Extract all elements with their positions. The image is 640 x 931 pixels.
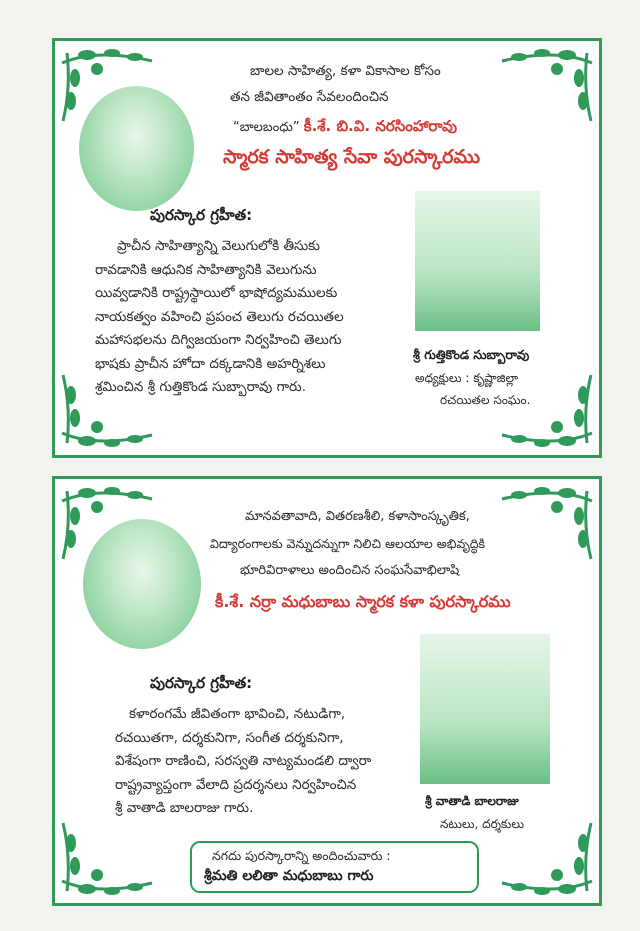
cash-line-2: శ్రీమతి లలితా మధుబాబు గారు — [204, 868, 374, 884]
portrait-bv-narasimharao — [79, 86, 194, 211]
vine-ornament-icon — [57, 821, 157, 901]
award-title-line-1 — [233, 117, 457, 139]
para-line: మహాసభలను దిగ్విజయంగా నిర్వహించి తెలుగు — [95, 332, 342, 348]
para-line: కళారంగమే జీవితంగా భావించి, నటుడిగా, — [129, 706, 346, 722]
recipient-paragraph — [115, 703, 371, 821]
intro-line-2: విద్యారంగాలకు వెన్నుదన్నుగా నిలిచి ఆలయాల అభివృద్ధికి — [210, 536, 486, 551]
intro-line-3: భూరివిరాళాలు అందించిన సంఘసేవాభిలాషి — [240, 563, 460, 578]
portrait-gutthikonda-subbarao — [415, 191, 540, 331]
portrait-vatadi-balaraju — [420, 634, 550, 784]
vine-ornament-icon — [497, 43, 597, 123]
cash-line-1: నగదు పురస్కారాన్ని అందించువారు : — [212, 848, 391, 863]
recipient-paragraph — [95, 235, 344, 400]
recipient-heading: పురస్కార గ్రహీత: — [150, 674, 253, 692]
award-panel-1 — [52, 38, 602, 458]
para-line: శ్రీ వాతాడి బాలరాజు గారు. — [115, 800, 254, 816]
recipient-heading: పురస్కార గ్రహీత: — [150, 206, 253, 224]
para-line: శ్రమించిన శ్రీ గుత్తికొండ సుబ్బారావు గారు. — [95, 379, 306, 395]
award-panel-2 — [52, 476, 602, 906]
recipient-role-1: అధ్యక్షులు : కృష్ణాజిల్లా — [415, 371, 519, 385]
para-line: భాషకు ప్రాచీన హోదా దక్కడానికి అహర్నిశలు — [95, 355, 326, 372]
vine-ornament-icon — [497, 481, 597, 561]
title-name: కీ.శే. బి.వి. నరసింహారావు — [303, 117, 457, 135]
intro-line-1: బాలల సాహిత్య, కళా వికాసాల కోసం — [250, 63, 441, 79]
para-line: రాష్ట్రవ్యాప్తంగా వేలాది ప్రదర్శనలు నిర్వహించిన — [115, 776, 357, 793]
portrait-narra-madhubabu — [83, 519, 201, 649]
title-quote: “బాలబంధు” — [233, 120, 300, 135]
award-title-line-2: స్మారక సాహిత్య సేవా పురస్కారము — [223, 146, 481, 168]
cash-award-box — [190, 841, 479, 893]
recipient-role: నటులు, దర్శకులు — [440, 817, 524, 831]
recipient-name: శ్రీ గుత్తికొండ సుబ్బారావు — [413, 347, 530, 362]
intro-line-2: తన జీవితాంతం సేవలందించిన — [230, 89, 389, 105]
para-line: యివ్వడానికి రాష్ట్రస్థాయిలో భాషోద్యమములకు — [95, 285, 338, 301]
para-line: ప్రాచీన సాహిత్యాన్ని వెలుగులోకి తీసుకు — [117, 238, 320, 254]
para-line: రచయితగా, దర్శకునిగా, సంగీత దర్శకునిగా, — [115, 729, 344, 746]
intro-line-1: మానవతావాది, వితరణశీలి, కళాసాంస్కృతిక, — [245, 509, 470, 524]
recipient-name: శ్రీ వాతాడి బాలరాజు — [425, 794, 519, 808]
award-title: కీ.శే. నర్రా మధుబాబు స్మారక కళా పురస్కారము — [215, 592, 511, 611]
para-line: నాయకత్వం వహించి ప్రపంచ తెలుగు రచయితల — [95, 308, 344, 325]
para-line: విశేషంగా రాణించి, సరస్వతి నాట్యమండలి ద్వారా — [115, 753, 372, 769]
recipient-role-2: రచయితల సంఘం. — [440, 393, 531, 407]
para-line: రావడానికి ఆధునిక సాహిత్యానికి వెలుగును — [95, 261, 317, 278]
